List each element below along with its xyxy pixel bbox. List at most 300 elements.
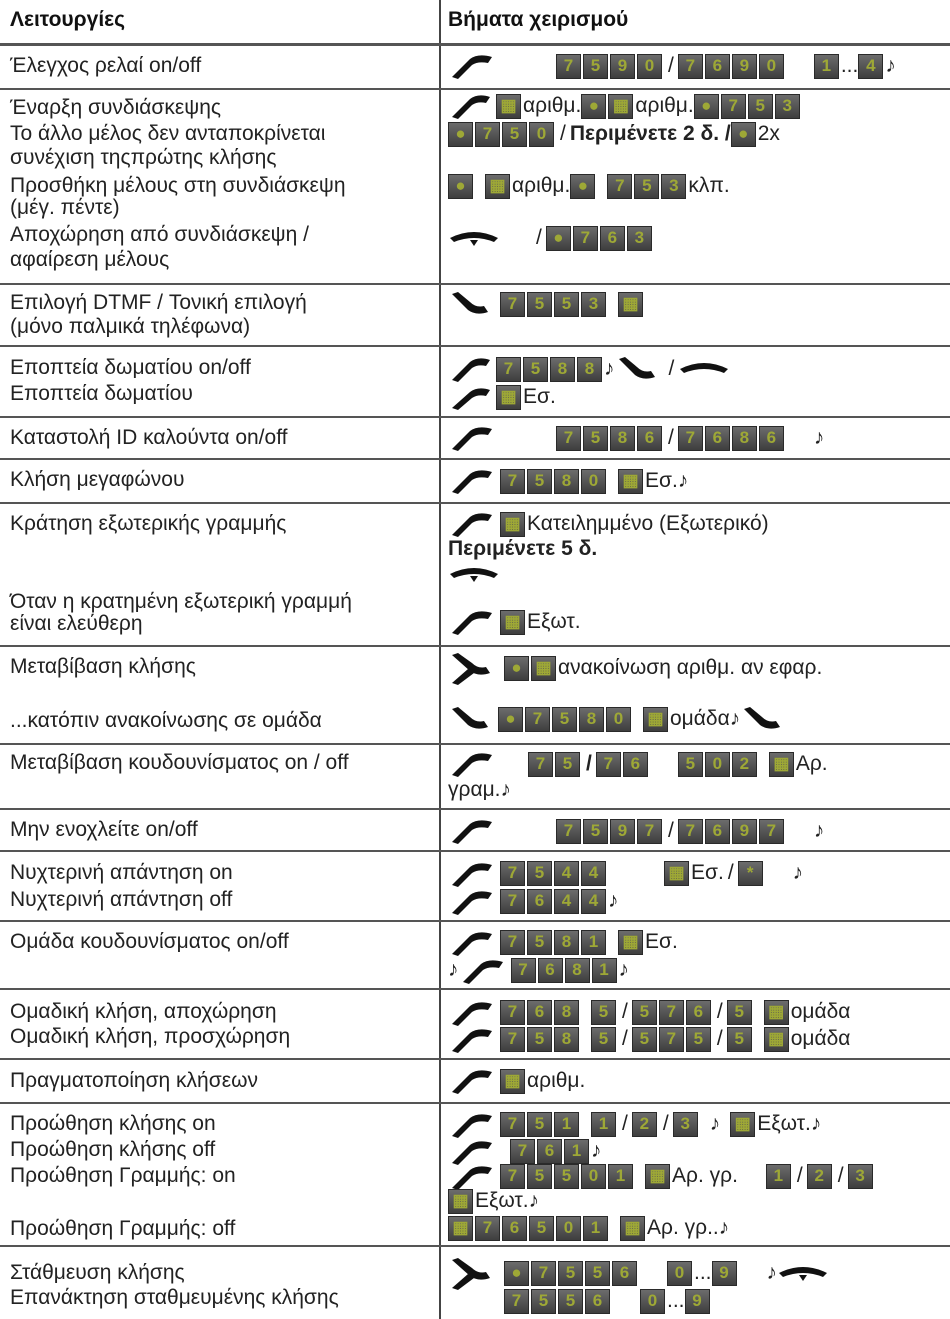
key-4: 4 (858, 54, 883, 79)
steps-ring-group-on (448, 928, 678, 956)
ellipsis: ... (840, 54, 859, 77)
function-label: Προώθηση Γραμμής: on (10, 1164, 236, 1187)
wait-5s: Περιμένετε 5 δ. (448, 537, 598, 560)
key-6: 6 (527, 1000, 552, 1025)
key-8: 8 (577, 357, 602, 382)
key-1: 1 (814, 54, 839, 79)
key-5: 5 (554, 1164, 579, 1189)
key-5: 5 (632, 1000, 657, 1025)
keypad-icon: ▦ (730, 1112, 755, 1137)
keypad-icon: ▦ (500, 610, 525, 635)
flash-key: ● (504, 656, 529, 681)
key-5: 5 (727, 1000, 752, 1025)
row-divider (0, 1102, 950, 1104)
steps-transfer-group (448, 705, 790, 733)
steps-group-join (448, 1025, 850, 1053)
key-8: 8 (732, 426, 757, 451)
row-divider (0, 808, 950, 810)
confirm-tone-icon: ♪ (677, 469, 689, 492)
key-7: 7 (500, 930, 525, 955)
key-9: 9 (732, 819, 757, 844)
steps-dnd (448, 817, 824, 845)
header-functions: Λειτουργίες (10, 8, 126, 31)
dial-number: αριθμ. (512, 174, 571, 197)
key-6: 6 (612, 1261, 637, 1286)
key-5: 5 (583, 819, 608, 844)
confirm-tone-icon: ♪ (618, 958, 629, 981)
handset-transfer-icon (448, 651, 500, 685)
handset-lift-icon (459, 956, 507, 984)
internal-label: Εσ. (645, 469, 678, 492)
handset-lift-icon (448, 1066, 496, 1096)
confirm-tone-icon: ♪ (604, 357, 615, 380)
key-8: 8 (610, 426, 635, 451)
key-7: 7 (528, 752, 553, 777)
keypad-icon: ▦ (769, 752, 794, 777)
handset-lift-icon (448, 607, 496, 637)
flash-key: ● (448, 174, 473, 199)
key-3: 3 (581, 292, 606, 317)
key-5: 5 (527, 861, 552, 886)
key-1: 1 (608, 1164, 633, 1189)
key-9: 9 (685, 1289, 710, 1314)
key-5: 5 (634, 174, 659, 199)
key-6: 6 (686, 1000, 711, 1025)
function-label: Νυχτερινή απάντηση on (10, 861, 233, 884)
key-7: 7 (500, 861, 525, 886)
steps-room-monitor-2 (448, 383, 556, 411)
key-7: 7 (500, 1027, 525, 1052)
key-5: 5 (632, 1027, 657, 1052)
keypad-icon: ▦ (485, 174, 510, 199)
keypad-icon: ▦ (618, 930, 643, 955)
group-label: ομάδα (670, 707, 730, 730)
keypad-icon: ▦ (643, 707, 668, 732)
key-7: 7 (510, 1139, 535, 1164)
key-5: 5 (558, 1261, 583, 1286)
line-no-label-2: γραμ. (448, 778, 501, 801)
key-5: 5 (555, 752, 580, 777)
keypad-icon: ▦ (531, 656, 556, 681)
confirm-tone-icon: ♪ (729, 707, 741, 730)
line-gr-label: Αρ. γρ. (672, 1164, 738, 1187)
key-3: 3 (848, 1164, 873, 1189)
function-label: Προσθήκη μέλους στη συνδιάσκεψη (10, 174, 346, 197)
steps-call (448, 1067, 585, 1095)
function-label: είναι ελεύθερη (10, 612, 143, 635)
function-label: Μεταβίβαση κουδουνίσματος on / off (10, 751, 349, 774)
row-divider (0, 43, 950, 46)
handset-lift-icon (448, 91, 492, 121)
row-divider (0, 345, 950, 347)
function-label: Έλεγχος ρελαί on/off (10, 54, 202, 77)
key-6: 6 (705, 426, 730, 451)
function-label: Μην ενοχλείτε on/off (10, 818, 198, 841)
function-label: Μεταβίβαση κλήσης (10, 655, 196, 678)
key-5: 5 (686, 1027, 711, 1052)
handset-lift-icon (448, 423, 496, 453)
key-5: 5 (678, 752, 703, 777)
key-7: 7 (475, 122, 500, 147)
handset-lift-icon (448, 998, 496, 1026)
steps-conference (448, 92, 802, 120)
steps-line-forward-on-2 (448, 1187, 539, 1215)
key-7: 7 (573, 226, 598, 251)
slash: / (560, 122, 566, 145)
slash: / (716, 1000, 723, 1023)
handset-lift-icon (448, 466, 496, 496)
function-label: Επιλογή DTMF / Τονική επιλογή (10, 291, 307, 314)
flash-key: ● (498, 707, 523, 732)
key-5: 5 (527, 469, 552, 494)
key-7: 7 (500, 889, 525, 914)
dial-number: αριθμ. (635, 94, 694, 117)
handset-lift-icon (448, 51, 496, 81)
key-8: 8 (554, 1000, 579, 1025)
key-6: 6 (600, 226, 625, 251)
key-6: 6 (585, 1289, 610, 1314)
slash: / (536, 226, 542, 249)
function-label: Καταστολή ID καλούντα on/off (10, 426, 288, 449)
slash: / (622, 1027, 628, 1050)
function-label: Εποπτεία δωματίου (10, 382, 193, 405)
row-divider (0, 502, 950, 504)
flash-key: ● (731, 122, 756, 147)
key-6: 6 (537, 1139, 562, 1164)
key-5: 5 (583, 426, 608, 451)
row-divider (0, 1245, 950, 1247)
key-7: 7 (607, 174, 632, 199)
key-7: 7 (531, 1261, 556, 1286)
handset-transfer-icon (448, 1256, 500, 1290)
column-divider (439, 0, 441, 1319)
key-5: 5 (527, 1027, 552, 1052)
key-2: 2 (632, 1112, 657, 1137)
key-1: 1 (583, 1216, 608, 1241)
keypad-icon: ▦ (618, 469, 643, 494)
key-0: 0 (759, 54, 784, 79)
slash: / (622, 1112, 628, 1135)
slash: / (662, 1112, 669, 1135)
steps-transfer (448, 654, 822, 682)
flash-key: ● (546, 226, 571, 251)
key-5: 5 (552, 707, 577, 732)
function-label: Έναρξη συνδιάσκεψης (10, 96, 222, 119)
handset-talk-icon (448, 290, 496, 318)
handset-lift-icon (448, 384, 492, 410)
external-label: Εξωτ. (527, 610, 581, 633)
slash: / (668, 357, 675, 380)
key-7: 7 (678, 426, 703, 451)
handset-talk-icon (740, 705, 786, 733)
internal-label: Εσ. (523, 385, 556, 408)
row-divider (0, 88, 950, 90)
key-5: 5 (748, 94, 773, 119)
key-7: 7 (556, 426, 581, 451)
key-7: 7 (678, 54, 703, 79)
handset-hangup-icon (678, 357, 730, 381)
key-5: 5 (583, 54, 608, 79)
steps-paging (448, 467, 688, 495)
steps-dtmf (448, 290, 645, 318)
steps-conference-2 (448, 120, 780, 148)
flash-key: ● (448, 122, 473, 147)
handset-lift-icon (448, 1162, 496, 1190)
confirm-tone-icon: ♪ (766, 1261, 778, 1284)
function-label: Προώθηση κλήσης on (10, 1112, 216, 1135)
steps-hold-hangup (448, 560, 504, 588)
key-7: 7 (500, 469, 525, 494)
external-label: Εξωτ. (475, 1189, 529, 1212)
row-divider (0, 743, 950, 745)
row-divider (0, 988, 950, 990)
external-label: Εξωτ. (757, 1112, 811, 1135)
handset-lift-icon (448, 1137, 496, 1165)
key-5: 5 (585, 1261, 610, 1286)
function-label: Αποχώρηση από συνδιάσκεψη / (10, 223, 309, 246)
key-7: 7 (659, 1027, 684, 1052)
slash: / (586, 752, 592, 775)
line-gr-label: Αρ. γρ.. (647, 1216, 719, 1239)
handset-lift-icon (448, 887, 496, 915)
flash-key: ● (694, 94, 719, 119)
keypad-icon: ▦ (620, 1216, 645, 1241)
key-9: 9 (732, 54, 757, 79)
key-4: 4 (554, 861, 579, 886)
key-7: 7 (496, 357, 521, 382)
handset-lift-icon (448, 749, 496, 779)
steps-hold-wait (448, 535, 597, 563)
key-7: 7 (556, 54, 581, 79)
key-3: 3 (627, 226, 652, 251)
function-label: αφαίρεση μέλους (10, 248, 170, 271)
key-7: 7 (504, 1289, 529, 1314)
key-7: 7 (500, 292, 525, 317)
keypad-icon: ▦ (608, 94, 633, 119)
steps-ring-group-off (448, 956, 629, 984)
internal-label: Εσ. (691, 861, 724, 884)
confirm-tone-icon: ♪ (718, 1216, 730, 1239)
flash-key: ● (504, 1261, 529, 1286)
key-7: 7 (500, 1000, 525, 1025)
key-5: 5 (527, 1112, 552, 1137)
slash: / (622, 1000, 628, 1023)
function-label: Επανάκτηση σταθμευμένης κλήσης (10, 1286, 339, 1309)
function-label: Στάθμευση κλήσης (10, 1261, 185, 1284)
steps-caller-id (448, 424, 824, 452)
key-0: 0 (637, 54, 662, 79)
key-0: 0 (640, 1289, 665, 1314)
key-6: 6 (538, 958, 563, 983)
confirm-tone-icon: ♪ (810, 1112, 822, 1135)
row-divider (0, 645, 950, 647)
steps-hold (448, 510, 769, 538)
etc-label: κλπ. (688, 174, 730, 197)
keypad-icon: ▦ (448, 1216, 473, 1241)
key-1: 1 (591, 1112, 616, 1137)
function-label: (μόνο παλμικά τηλέφωνα) (10, 315, 251, 338)
keypad-icon: ▦ (664, 861, 689, 886)
key-6: 6 (527, 889, 552, 914)
group-label: ομάδα (790, 1027, 851, 1050)
key-7: 7 (500, 1164, 525, 1189)
steps-relay (448, 52, 896, 80)
key-5: 5 (523, 357, 548, 382)
steps-ring-transfer-2 (448, 776, 511, 804)
key-5: 5 (531, 1289, 556, 1314)
key-7: 7 (500, 1112, 525, 1137)
slash: / (796, 1164, 803, 1187)
key-7: 7 (759, 819, 784, 844)
slash: / (837, 1164, 844, 1187)
handset-lift-icon (448, 1110, 496, 1138)
steps-conference-leave (448, 224, 654, 252)
key-5: 5 (527, 1164, 552, 1189)
key-0: 0 (667, 1261, 692, 1286)
handset-lift-icon (448, 1025, 496, 1053)
keypad-icon: ▦ (496, 94, 521, 119)
keypad-icon: ▦ (500, 512, 525, 537)
announce-label: ανακοίνωση αριθμ. αν εφαρ. (558, 656, 823, 679)
ellipsis: ... (667, 1289, 685, 1312)
dial-number: αριθμ. (527, 1069, 586, 1092)
key-8: 8 (550, 357, 575, 382)
key-8: 8 (554, 1027, 579, 1052)
key-7: 7 (659, 1000, 684, 1025)
key-7: 7 (525, 707, 550, 732)
header-steps: Βήματα χειρισμού (448, 8, 629, 31)
slash: / (716, 1027, 723, 1050)
key-9: 9 (610, 819, 635, 844)
key-3: 3 (673, 1112, 698, 1137)
key-6: 6 (759, 426, 784, 451)
row-divider (0, 1058, 950, 1060)
row-divider (0, 920, 950, 922)
dial-number: αριθμ. (523, 94, 582, 117)
row-divider (0, 283, 950, 285)
confirm-tone-icon: ♪ (709, 1112, 721, 1135)
steps-group-leave (448, 998, 850, 1026)
key-7: 7 (678, 819, 703, 844)
function-label: (μέγ. πέντε) (10, 196, 120, 219)
handset-hangup-icon (448, 562, 500, 586)
internal-label: Εσ. (645, 930, 678, 953)
key-6: 6 (705, 54, 730, 79)
key-4: 4 (581, 889, 606, 914)
key-7: 7 (721, 94, 746, 119)
confirm-tone-icon: ♪ (792, 861, 804, 884)
key-6: 6 (623, 752, 648, 777)
keypad-icon: ▦ (764, 1000, 789, 1025)
key-0: 0 (581, 1164, 606, 1189)
steps-park-retrieve (448, 1287, 712, 1315)
function-label: Εποπτεία δωματίου on/off (10, 356, 251, 379)
confirm-tone-icon: ♪ (608, 889, 619, 912)
function-label: Ομαδική κλήση, αποχώρηση (10, 1000, 277, 1023)
key-0: 0 (581, 469, 606, 494)
key-8: 8 (554, 469, 579, 494)
row-divider (0, 416, 950, 418)
confirm-tone-icon: ♪ (885, 54, 896, 77)
steps-conference-add (448, 172, 730, 200)
key-2: 2 (807, 1164, 832, 1189)
key-5: 5 (727, 1027, 752, 1052)
steps-line-forward-on (448, 1162, 875, 1190)
keypad-icon: ▦ (500, 1069, 525, 1094)
confirm-tone-icon: ♪ (591, 1139, 602, 1162)
key-0: 0 (705, 752, 730, 777)
function-label: Το άλλο μέλος δεν ανταποκρίνεται (10, 122, 326, 145)
handset-lift-icon (448, 354, 492, 384)
key-5: 5 (502, 122, 527, 147)
steps-night-off (448, 887, 619, 915)
key-6: 6 (705, 819, 730, 844)
key-9: 9 (712, 1261, 737, 1286)
key-1: 1 (592, 958, 617, 983)
row-divider (0, 458, 950, 460)
group-label: ομάδα (790, 1000, 851, 1023)
handset-lift-icon (448, 928, 496, 956)
wait-2s: Περιμένετε 2 δ. / (569, 122, 731, 145)
key-4: 4 (581, 861, 606, 886)
key-1: 1 (554, 1112, 579, 1137)
slash: / (668, 54, 674, 77)
key-8: 8 (554, 930, 579, 955)
key-7: 7 (511, 958, 536, 983)
key-5: 5 (591, 1027, 616, 1052)
flash-key: ● (570, 174, 595, 199)
key-5: 5 (591, 1000, 616, 1025)
key-6: 6 (637, 426, 662, 451)
key-9: 9 (610, 54, 635, 79)
function-label: Ομάδα κουδουνίσματος on/off (10, 930, 289, 953)
key-7: 7 (475, 1216, 500, 1241)
busy-ext-label: Κατειλημμένο (Εξωτερικό) (527, 512, 769, 535)
function-label: Όταν η κρατημένη εξωτερική γραμμή (10, 590, 352, 613)
function-label: συνέχιση τηςπρώτης κλήσης (10, 146, 277, 169)
key-3: 3 (775, 94, 800, 119)
function-label: Κράτηση εξωτερικής γραμμής (10, 512, 287, 535)
key-7: 7 (637, 819, 662, 844)
key-2: 2 (732, 752, 757, 777)
key-8: 8 (579, 707, 604, 732)
steps-room-monitor (448, 355, 734, 383)
confirm-tone-icon: ♪ (813, 819, 825, 842)
function-label: Νυχτερινή απάντηση off (10, 888, 233, 911)
steps-line-forward-off (448, 1214, 729, 1242)
key-8: 8 (565, 958, 590, 983)
key-5: 5 (529, 1216, 554, 1241)
handset-talk-icon (615, 355, 661, 383)
keypad-icon: ▦ (764, 1027, 789, 1052)
star-key: * (738, 861, 763, 886)
steps-forward-on (448, 1110, 821, 1138)
function-label: Ομαδική κλήση, προσχώρηση (10, 1025, 291, 1048)
confirm-tone-icon: ♪ (813, 426, 825, 449)
slash: / (668, 426, 674, 449)
twice-label: 2x (757, 122, 780, 145)
key-7: 7 (596, 752, 621, 777)
handset-lift-icon (448, 859, 496, 887)
keypad-icon: ▦ (496, 385, 521, 410)
key-5: 5 (554, 292, 579, 317)
key-5: 5 (558, 1289, 583, 1314)
key-3: 3 (661, 174, 686, 199)
function-label: Κλήση μεγαφώνου (10, 468, 185, 491)
key-0: 0 (556, 1216, 581, 1241)
keypad-icon: ▦ (645, 1164, 670, 1189)
key-6: 6 (502, 1216, 527, 1241)
